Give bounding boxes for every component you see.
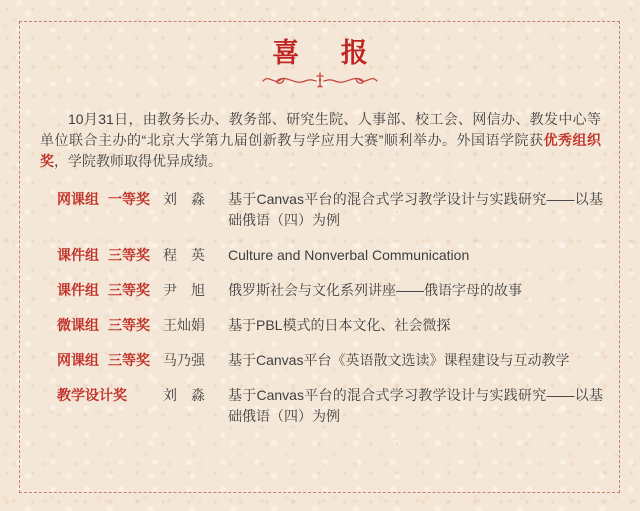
award-group: 课件组 xyxy=(57,247,99,263)
award-row xyxy=(57,385,603,427)
awardee-name: 马乃强 xyxy=(163,352,205,368)
award-category xyxy=(57,385,163,427)
project-title: Culture and Nonverbal Communication xyxy=(228,247,470,263)
intro-text-before: 10月31日，由教务长办、教务部、研究生院、人事部、校工会、网信办、教发中心等单位联合主办的“北京大学第九届创新教与学应用大赛”顺利举办。外国语学院获 xyxy=(40,111,601,148)
award-row xyxy=(57,315,603,336)
project-title: 基于PBL模式的日本文化、社会微探 xyxy=(228,317,451,333)
intro-paragraph xyxy=(40,109,601,172)
award-group: 网课组 xyxy=(57,191,99,207)
award-row xyxy=(57,189,603,231)
award-category xyxy=(57,350,163,371)
award-level: 三等奖 xyxy=(108,282,150,298)
project-title: 俄罗斯社会与文化系列讲座——俄语字母的故事 xyxy=(228,282,522,298)
awardee-name: 刘 淼 xyxy=(163,191,205,207)
project-title: 基于Canvas平台的混合式学习教学设计与实践研究——以基础俄语（四）为例 xyxy=(228,191,603,228)
award-group: 微课组 xyxy=(57,317,99,333)
award-category xyxy=(57,315,163,336)
flourish-divider-icon xyxy=(260,71,380,89)
award-level: 三等奖 xyxy=(108,317,150,333)
awardee-name: 刘 淼 xyxy=(163,387,205,403)
award-row xyxy=(57,350,603,371)
project-title: 基于Canvas平台的混合式学习教学设计与实践研究——以基础俄语（四）为例 xyxy=(228,387,603,424)
award-level: 三等奖 xyxy=(108,352,150,368)
awardee-name: 程 英 xyxy=(163,247,205,263)
page-title: 喜 报 xyxy=(272,38,385,68)
award-group: 教学设计奖 xyxy=(57,387,127,403)
award-category xyxy=(57,189,163,231)
project-title: 基于Canvas平台《英语散文选读》课程建设与互动教学 xyxy=(228,352,570,368)
award-row xyxy=(57,280,603,301)
award-category xyxy=(57,245,163,266)
intro-text-after: ，学院教师取得优异成绩。 xyxy=(54,153,222,169)
award-group: 课件组 xyxy=(57,282,99,298)
award-row xyxy=(57,245,603,266)
award-level: 三等奖 xyxy=(108,247,150,263)
award-highlight: 优秀组织奖 xyxy=(40,132,601,169)
awardee-name: 王灿娟 xyxy=(163,317,205,333)
awardee-name: 尹 旭 xyxy=(163,282,205,298)
award-group: 网课组 xyxy=(57,352,99,368)
award-level: 一等奖 xyxy=(108,191,150,207)
awards-list xyxy=(57,189,603,427)
award-category xyxy=(57,280,163,301)
poster-content xyxy=(0,40,640,427)
